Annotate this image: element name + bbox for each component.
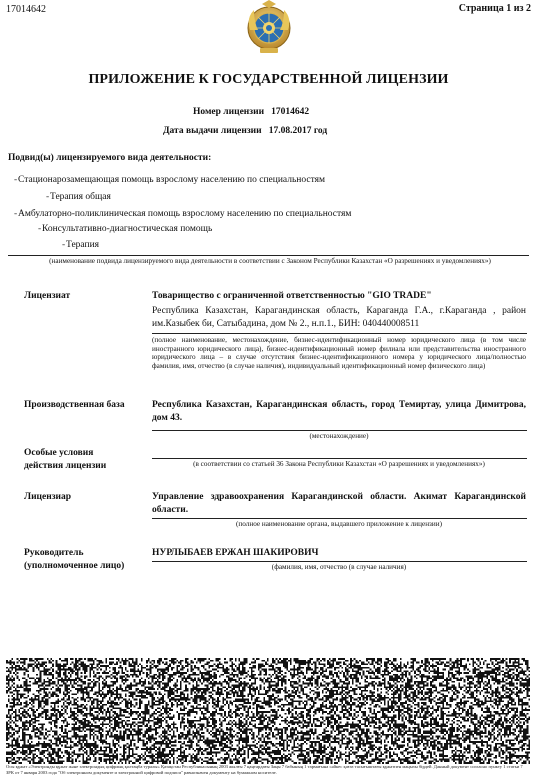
licensor-divider	[152, 518, 527, 519]
license-number-label: Номер лицензии	[193, 107, 265, 117]
head-name: НУРЛЫБАЕВ ЕРЖАН ШАКИРОВИЧ	[152, 548, 319, 558]
qr-code	[6, 658, 116, 764]
production-label: Производственная база	[24, 400, 125, 410]
head-label: Руководитель (уполномоченное лицо)	[24, 548, 125, 571]
licensee-name: Товарищество с ограниченной ответственностью "GIO TRADE"	[152, 291, 432, 301]
conditions-divider	[152, 458, 527, 459]
activity-item: -Терапия общая	[46, 192, 111, 202]
license-number-row	[193, 107, 309, 117]
licensee-address: Республика Казахстан, Карагандинская область, Караганда Г.А., г.Караганда , район им.Казыбек би, Сатыбадина, дом № 2., н.п.1., БИН: 040440008511	[152, 306, 526, 329]
license-date-row	[163, 126, 327, 136]
qr-code	[226, 658, 336, 764]
conditions-label: Особые условия действия лицензии	[24, 448, 107, 471]
head-note: (фамилия, имя, отчество (в случае наличия)	[271, 563, 407, 571]
conditions-note: (в соответствии со статьей 36 Закона Республики Казахстан «О разрешениях и уведомлениях»)	[193, 460, 485, 468]
state-emblem-icon	[246, 0, 292, 56]
licensee-note: (полное наименование, местонахождение, бизнес-идентификационный номер юридического лица (в том числе иностранного юридического лица), бизнес-идентификационный номер филиала или представительства иностранного юридического лица – в случае отсутствия бизнес-идентификационного номера у юридического лица/полностью фамилия, имя, отчество (в случае наличия), индивидуальный идентификационный номер физического лица)	[152, 336, 526, 370]
head-divider	[152, 561, 527, 562]
document-number-header: 17014642	[6, 4, 46, 15]
activity-item: -Терапия	[62, 240, 100, 250]
licensor-note: (полное наименование органа, выдавшего приложение к лицензии)	[236, 520, 442, 528]
production-address: Республика Казахстан, Карагандинская область, город Темиртау, улица Димитрова, дом 43.	[152, 400, 526, 423]
licensee-label: Лицензиат	[24, 291, 71, 301]
activities-heading: Подвид(ы) лицензируемого вида деятельности:	[8, 153, 212, 163]
page-indicator: Страница 1 из 2	[458, 3, 531, 14]
license-date-label: Дата выдачи лицензии	[163, 126, 262, 136]
activity-item: -Стационарозамещающая помощь взрослому населению по специальностям	[14, 175, 326, 185]
production-divider	[152, 430, 527, 431]
activities-note: (наименование подвида лицензируемого вида деятельности в соответствии с Законом Республики Казахстан «О разрешениях и уведомлениях»)	[49, 257, 491, 265]
legal-footer: Осы құжат «Электронды құжат және электрондық цифрлық қолтаңба туралы» Қазақстан Республикасының 2003 жылғы 7 қаңтардағы Заңы 7 бабының 1 тармағына сәйкес қағаз тасығыштағы құжатпен маңызы бірдей. Данный документ согласно пункту 1 статьи 7 ЗРК от 7 января 2003 года "Об электронном документе и электронной цифровой подписи" равнозначен документу на бумажном носителе.	[6, 764, 523, 775]
qr-code	[116, 658, 226, 764]
qr-code	[336, 658, 446, 764]
license-date-value: 17.08.2017 год	[268, 126, 328, 136]
qr-code	[446, 658, 530, 764]
activity-item: -Консультативно-диагностическая помощь	[38, 224, 213, 234]
activities-divider	[8, 255, 529, 256]
license-number-value: 17014642	[271, 107, 310, 117]
document-title: ПРИЛОЖЕНИЕ К ГОСУДАРСТВЕННОЙ ЛИЦЕНЗИИ	[88, 72, 449, 87]
licensee-divider	[152, 333, 527, 334]
licensor-name: Управление здравоохранения Карагандинской области. Акимат Карагандинской области.	[152, 492, 526, 515]
production-note: (местонахождение)	[309, 432, 369, 440]
licensor-label: Лицензиар	[24, 492, 72, 502]
activity-item: -Амбулаторно-поликлиническая помощь взрослому населению по специальностям	[14, 209, 352, 219]
